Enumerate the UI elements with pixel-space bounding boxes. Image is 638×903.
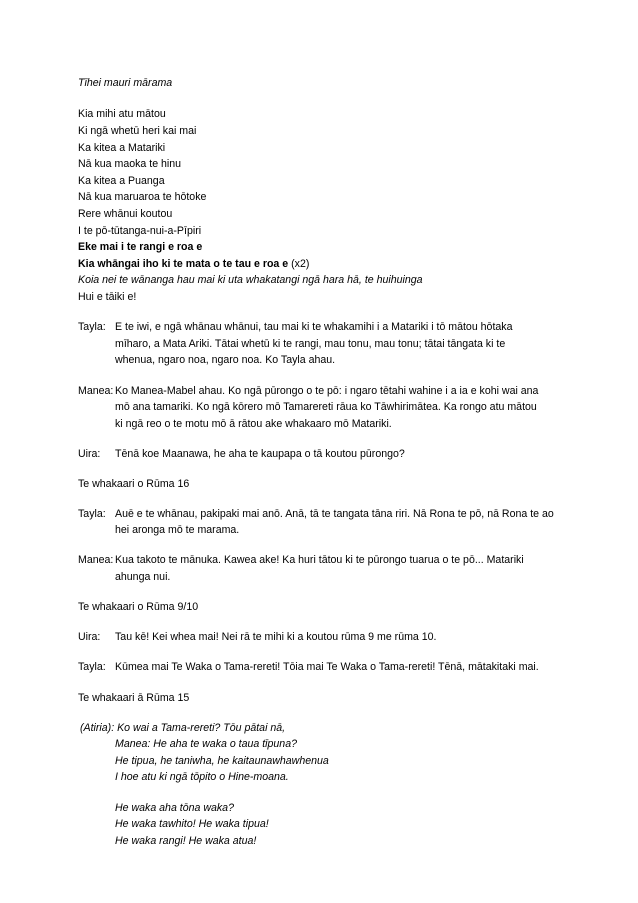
dialogue-line: hei aronga mō te marama.	[115, 524, 240, 536]
poem-line: Ka kitea a Puanga	[78, 175, 165, 187]
title-line: Tīhei mauri mārama	[78, 77, 173, 89]
speaker-label: Manea:	[78, 554, 114, 566]
script-line: He waka rangi! He waka atua!	[115, 835, 257, 847]
script-line: I hoe atu ki ngā tōpito o Hine-moana.	[115, 771, 289, 783]
poem-line: Kia mihi atu mātou	[78, 108, 166, 120]
dialogue-line: mīharo, a Mata Ariki. Tātai whetū ki te rangi, mau tonu, mau tonu; tātai tāngata ki te	[115, 338, 506, 350]
dialogue-line: Tēnā koe Maanawa, he aha te kaupapa o tā koutou pūrongo?	[115, 448, 405, 460]
speaker-label: Tayla:	[78, 661, 106, 673]
poem-line: Ki ngā whetū heri kai mai	[78, 125, 197, 137]
dialogue-line: mō ana tamariki. Ko ngā kōrero mō Tamarereti rāua ko Tāwhirimātea. Ka rongo atu mātou	[115, 401, 537, 413]
dialogue-line: Tau kē! Kei whea mai! Nei rā te mihi ki a koutou rūma 9 me rūma 10.	[115, 631, 437, 643]
poem-line: Ka kitea a Matariki	[78, 142, 166, 154]
dialogue-line: Ko Manea-Mabel ahau. Ko ngā pūrongo o te pō: i ngaro tētahi wahine i a ia e kohi wai ana	[115, 385, 539, 397]
bold-chant-line-2	[78, 257, 309, 271]
bold-chant-text: Kia whāngai iho ki te mata o te tau e roa e	[78, 258, 289, 270]
dialogue-line: whenua, ngaro noa, ngaro noa. Ko Tayla ahau.	[115, 354, 336, 366]
poem-line: I te pō-tūtanga-nui-a-Pīpiri	[78, 225, 202, 237]
hui-line: Hui e tāiki e!	[78, 291, 137, 303]
speaker-label: Tayla:	[78, 321, 106, 333]
dialogue-line: Auē e te whānau, pakipaki mai anō. Anā, tā te tangata tāna riri. Nā Rona te pō, nā Rona te ao	[115, 508, 554, 520]
speaker-label: Manea:	[78, 385, 114, 397]
italic-line: Koia nei te wānanga hau mai ki uta whakatangi ngā hara hā, te huihuinga	[78, 274, 423, 286]
speaker-label: Uira:	[78, 448, 101, 460]
repeat-marker: (x2)	[288, 258, 310, 270]
poem-line: Nā kua maruaroa te hōtoke	[78, 191, 207, 203]
scene-heading: Te whakaari ā Rūma 15	[78, 692, 190, 704]
dialogue-line: E te iwi, e ngā whānau whānui, tau mai ki te whakamihi i a Matariki i tō mātou hōtaka	[115, 321, 513, 333]
speaker-label: Tayla:	[78, 508, 106, 520]
dialogue-line: Kūmea mai Te Waka o Tama-rereti! Tōia mai Te Waka o Tama-rereti! Tēnā, mātakitaki mai.	[115, 661, 539, 673]
script-line: He waka aha tōna waka?	[115, 802, 234, 814]
dialogue-line: ki ngā reo o te motu mō ā rātou ake whakaaro mō Matariki.	[115, 418, 392, 430]
script-line: He tipua, he taniwha, he kaitaunawhawhenua	[115, 755, 329, 767]
dialogue-line: Kua takoto te mānuka. Kawea ake! Ka huri tātou ki te pūrongo tuarua o te pō... Matariki	[115, 554, 524, 566]
script-line: Manea: He aha te waka o taua tīpuna?	[115, 738, 297, 750]
poem-line: Rere whānui koutou	[78, 208, 173, 220]
poem-line: Nā kua maoka te hinu	[78, 158, 182, 170]
scene-heading: Te whakaari o Rūma 9/10	[78, 601, 199, 613]
dialogue-line: ahunga nui.	[115, 571, 171, 583]
scene-heading: Te whakaari o Rūma 16	[78, 478, 190, 490]
speaker-label: Uira:	[78, 631, 101, 643]
script-line: He waka tawhito! He waka tipua!	[115, 818, 269, 830]
script-line: (Atiria): Ko wai a Tama-rereti? Tōu pātai nā,	[80, 722, 286, 734]
bold-chant-line: Eke mai i te rangi e roa e	[78, 241, 203, 253]
